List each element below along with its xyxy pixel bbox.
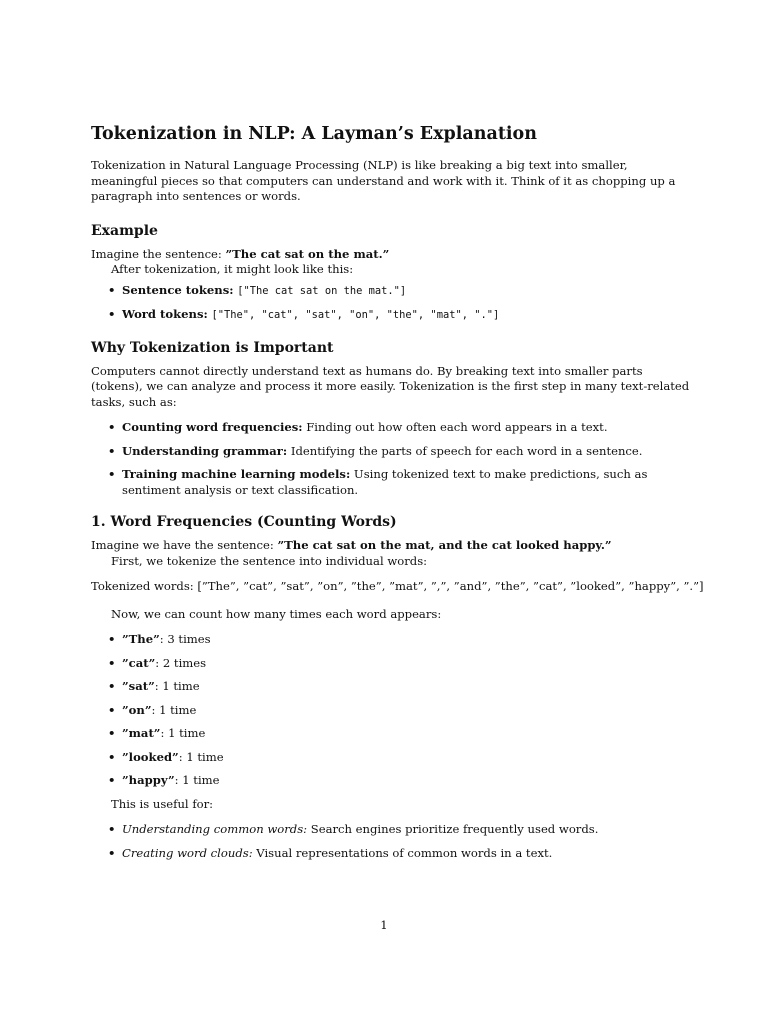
document-title: Tokenization in NLP: A Layman’s Explanation <box>91 124 537 144</box>
list-item: • Creating word clouds: Visual representations of common words in a text. <box>108 845 553 860</box>
list-item: • Counting word frequencies: Finding out how often each word appears in a text. <box>108 420 608 434</box>
why-paragraph: Computers cannot directly understand text as humans do. By breaking text into smaller parts (tokens), we can analyze and process it more easily. Tokenization is the first step in many text-related tasks, such as: <box>91 363 690 409</box>
why-heading: Why Tokenization is Important <box>91 339 334 356</box>
page-content <box>91 122 704 869</box>
useful-for-text: This is useful for: <box>111 796 214 811</box>
list-item: • Word tokens: ["The", "cat", "sat", "on", "the", "mat", "."] <box>108 307 500 321</box>
word-count-list <box>91 632 691 789</box>
list-item: • ”sat”: 1 time <box>108 679 200 693</box>
example-token-list <box>91 283 691 324</box>
list-item: • ”on”: 1 time <box>108 702 197 717</box>
list-item: • ”happy”: 1 time <box>108 773 220 787</box>
uses-list <box>91 822 691 861</box>
page-number: 1 <box>380 918 388 932</box>
list-item: • ”The”: 3 times <box>108 632 211 646</box>
word-frequencies-heading: 1. Word Frequencies (Counting Words) <box>91 514 397 530</box>
example-sentence-bold: ”The cat sat on the mat.” <box>225 246 390 261</box>
example-after-text: After tokenization, it might look like this: <box>111 262 354 276</box>
list-item: • ”looked”: 1 time <box>108 749 224 764</box>
freq-sentence: Imagine we have the sentence: ”The cat sat on the mat, and the cat looked happy.” <box>91 538 612 552</box>
list-item: • ”mat”: 1 time <box>108 726 206 740</box>
freq-first-text: First, we tokenize the sentence into individual words: <box>111 553 428 568</box>
why-list <box>91 420 691 498</box>
list-item: • Understanding grammar: Identifying the parts of speech for each word in a sentence. <box>108 443 643 458</box>
list-item: • Understanding common words: Search engines prioritize frequently used words. <box>108 822 599 836</box>
list-item: • Training machine learning models: Using tokenized text to make predictions, such as sentiment analysis or text classification. <box>108 467 648 497</box>
count-intro-text: Now, we can count how many times each word appears: <box>111 606 442 621</box>
list-item: • Sentence tokens: ["The cat sat on the mat."] <box>108 282 407 297</box>
intro-paragraph: Tokenization in Natural Language Processing (NLP) is like breaking a big text into smaller, meaningful pieces so that computers can understand and work with it. Think of it as chopping up a paragraph into sentences or words. <box>91 158 676 203</box>
freq-sentence-bold: ”The cat sat on the mat, and the cat looked happy.” <box>277 538 612 552</box>
example-sentence: Imagine the sentence: ”The cat sat on the mat.” <box>91 246 390 261</box>
tokenized-words-line: Tokenized words: [”The”, ”cat”, ”sat”, ”on”, ”the”, ”mat”, ”,”, ”and”, ”the”, ”cat”, ”looked”, ”happy”, ”.”] <box>91 579 704 593</box>
example-heading: Example <box>91 222 158 239</box>
list-item: • ”cat”: 2 times <box>108 655 207 670</box>
